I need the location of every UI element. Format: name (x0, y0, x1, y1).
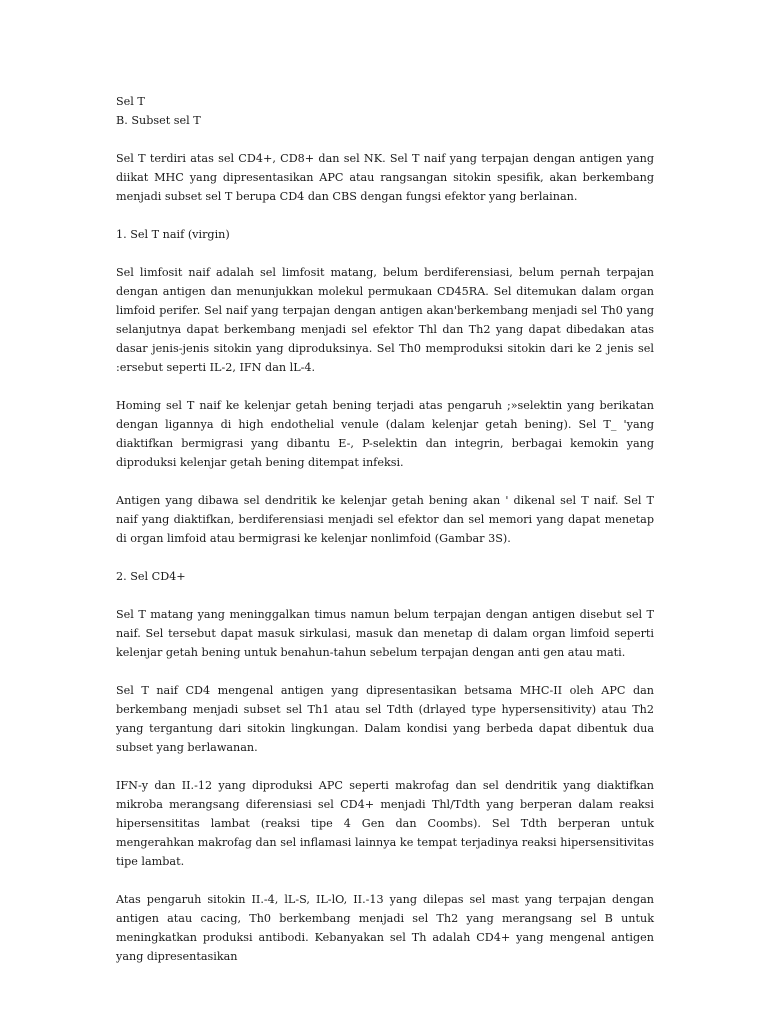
document-body (116, 92, 654, 985)
paragraph: Sel T naif CD4 mengenal antigen yang dipresentasikan betsama MHC-II oleh APC dan berkembang menjadi subset sel Th1 atau sel Tdth (drlayed type hypersensitivity) atau Th2 yang tergantung dari sitokin lingkungan. Dalam kondisi yang berbeda dapat dibentuk dua subset yang berlawanan. (116, 684, 654, 754)
paragraph: Antigen yang dibawa sel dendritik ke kelenjar getah bening akan ' dikenal sel T naif. Sel T naif yang diaktifkan, berdiferensiasi menjadi sel efektor dan sel memori yang dapat menetap di organ limfoid atau bermigrasi ke kelenjar nonlimfoid (Gambar 3S). (116, 494, 654, 545)
section-heading-cd4: 2. Sel CD4+ (116, 570, 186, 583)
document-title: Sel T (116, 95, 145, 108)
paragraph: Atas pengaruh sitokin II.-4, lL-S, IL-lO, II.-13 yang dilepas sel mast yang terpajan dengan antigen atau cacing, Th0 berkembang menjadi sel Th2 yang merangsang sel B untuk meningkatkan produksi antibodi. Kebanyakan sel Th adalah CD4+ yang mengenal antigen yang dipresentasikan (116, 893, 654, 963)
subsection-title: B. Subset sel T (116, 114, 201, 127)
paragraph: Sel limfosit naif adalah sel limfosit matang, belum berdiferensiasi, belum pernah terpajan dengan antigen dan menunjukkan molekul permukaan CD45RA. Sel ditemukan dalam organ limfoid perifer. Sel naif yang terpajan dengan antigen akan'berkembang menjadi sel Th0 yang selanjutnya dapat berkembang menjadi sel efektor Thl dan Th2 yang dapat dibedakan atas dasar jenis-jenis sitokin yang diproduksinya. Sel Th0 memproduksi sitokin dari ke 2 jenis sel :ersebut seperti IL-2, IFN dan lL-4. (116, 266, 654, 374)
paragraph: Homing sel T naif ke kelenjar getah bening terjadi atas pengaruh ;»selektin yang berikatan dengan ligannya di high endothelial venule (dalam kelenjar getah bening). Sel T_ 'yang diaktifkan bermigrasi yang dibantu E-, P-selektin dan integrin, berbagai kemokin yang diproduksi kelenjar getah bening ditempat infeksi. (116, 399, 654, 469)
section-heading-naive-t-cell: 1. Sel T naif (virgin) (116, 228, 230, 241)
paragraph: IFN-y dan II.-12 yang diproduksi APC seperti makrofag dan sel dendritik yang diaktifkan mikroba merangsang diferensiasi sel CD4+ menjadi Thl/Tdth yang berperan dalam reaksi hipersensititas lambat (reaksi tipe 4 Gen dan Coombs). Sel Tdth berperan untuk mengerahkan makrofag dan sel inflamasi lainnya ke tempat terjadinya reaksi hipersensitivitas tipe lambat. (116, 779, 654, 868)
paragraph: Sel T matang yang meninggalkan timus namun belum terpajan dengan antigen disebut sel T naif. Sel tersebut dapat masuk sirkulasi, masuk dan menetap di dalam organ limfoid seperti kelenjar getah bening untuk benahun-tahun sebelum terpajan dengan anti gen atau mati. (116, 608, 654, 659)
intro-paragraph: Sel T terdiri atas sel CD4+, CD8+ dan sel NK. Sel T naif yang terpajan dengan antigen yang diikat MHC yang dipresentasikan APC atau rangsangan sitokin spesifik, akan berkembang menjadi subset sel T berupa CD4 dan CBS dengan fungsi efektor yang berlainan. (116, 152, 654, 203)
